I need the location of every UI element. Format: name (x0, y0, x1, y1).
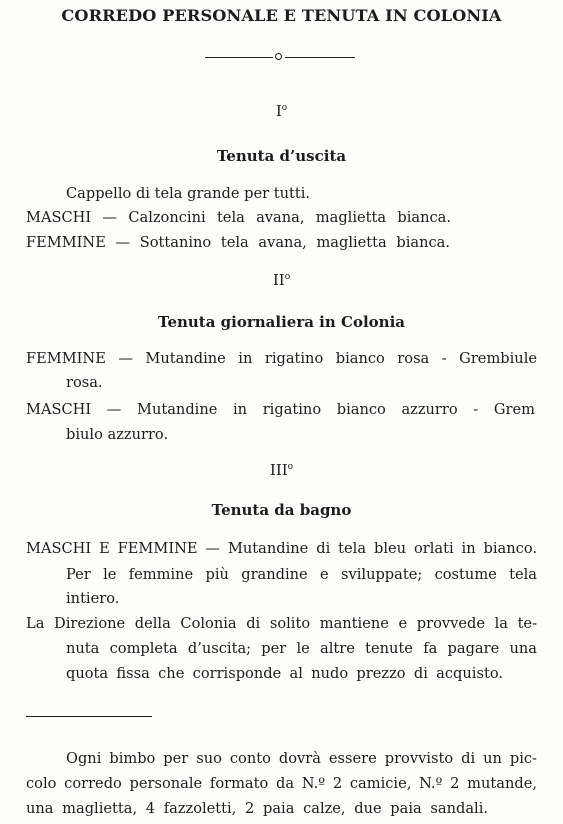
text-line: MASCHI — Mutandine in rigatino bianco azzurro - Grem (26, 401, 535, 418)
text-line: quota fissa che corrisponde al nudo prezzo di acquisto. (66, 665, 503, 682)
numeral-text: II (272, 271, 285, 289)
section-heading: Tenuta giornaliera in Colonia (158, 313, 405, 331)
text-line: La Direzione della Colonia di solito mantiene e provvede la te- (26, 615, 537, 632)
text-line: intiero. (66, 590, 120, 607)
text-line: Per le femmine più grandine e sviluppate; costume tela (66, 566, 537, 583)
ornament-circle (275, 53, 282, 60)
text-line: FEMMINE — Sottanino tela avana, maglietta bianca. (26, 234, 450, 251)
numeral-sup: o (287, 462, 294, 472)
numeral-sup: o (284, 272, 291, 282)
numeral-text: I (275, 102, 282, 120)
ornament-line-left (205, 57, 273, 58)
footnote-line: colo corredo personale formato da N.º 2 camicie, N.º 2 mutande, (26, 775, 537, 792)
text-line: nuta completa d’uscita; per le altre tenute fa pagare una (66, 640, 537, 657)
section-heading: Tenuta d’uscita (216, 147, 347, 165)
section-heading: Tenuta da bagno (211, 501, 352, 519)
numeral-sup: o (281, 103, 288, 113)
page-title: CORREDO PERSONALE E TENUTA IN COLONIA (61, 6, 502, 25)
text-line: FEMMINE — Mutandine in rigatino bianco rosa - Grembiule (26, 350, 537, 367)
text-line: MASCHI E FEMMINE — Mutandine di tela bleu orlati in bianco. (26, 540, 537, 557)
footnote-line: una maglietta, 4 fazzoletti, 2 paia calze, due paia sandali. (26, 800, 488, 817)
numeral-text: III (269, 461, 288, 479)
text-line: MASCHI — Calzoncini tela avana, maglietta bianca. (26, 209, 451, 226)
text-line: Cappello di tela grande per tutti. (66, 185, 311, 202)
ornament-line-right (285, 57, 355, 58)
section-numeral (0, 271, 563, 289)
footnote-divider (26, 716, 152, 717)
text-line: rosa. (66, 374, 103, 391)
text-line: biulo azzurro. (66, 426, 169, 443)
section-numeral (0, 102, 563, 120)
section-numeral (0, 461, 563, 479)
title-ornament (205, 52, 355, 62)
footnote-line: Ogni bimbo per suo conto dovrà essere provvisto di un pic- (66, 750, 537, 767)
